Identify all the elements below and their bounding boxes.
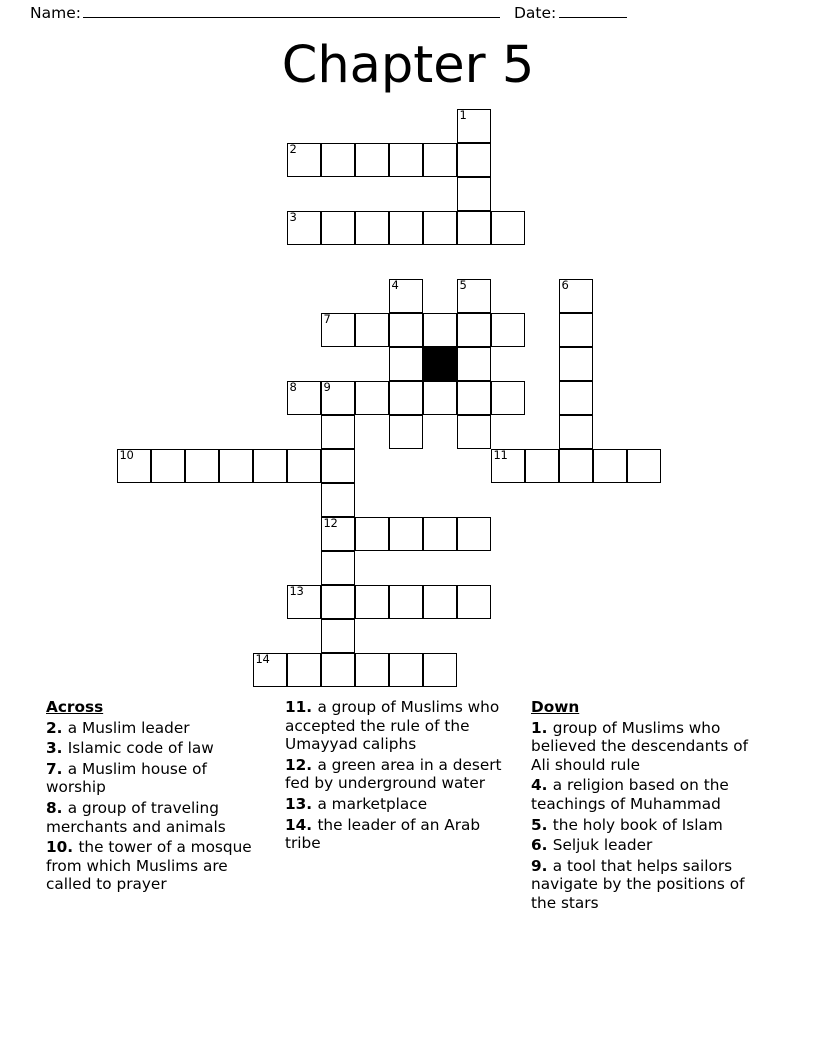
clue-item [285,756,520,793]
clue-item [531,857,759,913]
clue-item [285,698,520,754]
grid-cell[interactable] [355,143,389,177]
grid-cell[interactable] [457,211,491,245]
grid-cell[interactable] [457,517,491,551]
grid-cell[interactable] [457,415,491,449]
grid-cell[interactable] [389,347,423,381]
grid-cell[interactable] [491,449,525,483]
grid-cell[interactable] [287,143,321,177]
clue-number: 12. [285,755,318,774]
grid-cell[interactable] [457,177,491,211]
across-clue-list-1 [46,719,261,894]
down-clue-list [531,719,759,913]
grid-cell[interactable] [389,143,423,177]
grid-cell[interactable] [457,143,491,177]
grid-cell[interactable] [559,313,593,347]
grid-cell[interactable] [389,279,423,313]
cell-number: 6 [561,278,569,292]
cell-number: 1 [459,108,467,122]
grid-cell[interactable] [389,313,423,347]
grid-cell[interactable] [287,381,321,415]
cell-number: 14 [255,652,270,666]
grid-cell[interactable] [491,211,525,245]
grid-cell[interactable] [525,449,559,483]
cell-number: 2 [289,142,297,156]
grid-cell[interactable] [389,415,423,449]
cell-number: 7 [323,312,331,326]
across-clues-column-2 [285,698,520,855]
grid-cell[interactable] [559,347,593,381]
grid-cell[interactable] [321,381,355,415]
cell-number: 9 [323,380,331,394]
cell-number: 13 [289,584,304,598]
cell-number: 8 [289,380,297,394]
grid-cell[interactable] [423,211,457,245]
clue-number: 13. [285,794,318,813]
grid-cell[interactable] [491,381,525,415]
cell-number: 5 [459,278,467,292]
grid-cell[interactable] [321,449,355,483]
clue-number: 14. [285,815,318,834]
grid-cell[interactable] [355,313,389,347]
grid-cell[interactable] [253,449,287,483]
grid-cell[interactable] [185,449,219,483]
clue-text: Islamic code of law [67,739,214,758]
grid-cell[interactable] [389,653,423,687]
clue-text: a Muslim leader [67,718,190,737]
grid-cell[interactable] [457,585,491,619]
grid-cell[interactable] [559,381,593,415]
page-title: Chapter 5 [281,36,535,95]
grid-cell[interactable] [321,483,355,517]
clue-number: 2. [46,718,68,737]
clue-number: 1. [531,718,553,737]
grid-cell[interactable] [321,551,355,585]
cell-number: 11 [493,448,508,462]
grid-cell[interactable] [389,517,423,551]
clue-number: 7. [46,759,68,778]
name-label: Name: [30,4,81,22]
grid-cell[interactable] [355,653,389,687]
clue-item [46,760,261,797]
clues-section [0,698,816,998]
clue-text: a Muslim house of worship [46,759,207,797]
grid-cell[interactable] [457,279,491,313]
clue-text: the leader of an Arab tribe [285,815,481,853]
grid-cell[interactable] [287,211,321,245]
down-heading: Down [531,698,580,716]
clue-text: a green area in a desert fed by underground water [285,755,502,793]
clue-item [531,776,759,813]
clue-text: the tower of a mosque from which Muslims are called to prayer [46,838,252,894]
clue-text: a group of Muslims who accepted the rule of the Umayyad caliphs [285,698,500,754]
grid-cell[interactable] [321,585,355,619]
grid-cell[interactable] [287,585,321,619]
grid-cell[interactable] [593,449,627,483]
grid-cell[interactable] [151,449,185,483]
grid-cell[interactable] [389,585,423,619]
grid-cell[interactable] [559,279,593,313]
clue-text: a religion based on the teachings of Muhammad [531,776,729,813]
clue-number: 10. [46,838,79,857]
grid-cell[interactable] [491,313,525,347]
grid-cell[interactable] [423,517,457,551]
grid-cell[interactable] [355,517,389,551]
clue-item [46,739,261,758]
grid-cell[interactable] [457,381,491,415]
cell-number: 10 [119,448,134,462]
clue-number: 4. [531,776,553,795]
grid-cell[interactable] [627,449,661,483]
clue-number: 11. [285,698,318,716]
grid-cell[interactable] [389,381,423,415]
clue-item [46,838,261,894]
clue-text: a group of traveling merchants and animals [46,798,226,836]
down-clues-column [531,698,759,915]
date-label: Date: [513,4,557,22]
clue-text: a tool that helps sailors navigate by the positions of the stars [531,856,745,912]
across-heading: Across [46,698,104,716]
grid-cell[interactable] [423,585,457,619]
clue-number: 8. [46,798,68,817]
grid-cell[interactable] [321,143,355,177]
grid-cell[interactable] [321,313,355,347]
cell-number: 4 [391,278,399,292]
clue-item [285,816,520,853]
cell-number: 12 [323,516,338,530]
clue-number: 3. [46,739,68,758]
grid-cell[interactable] [423,381,457,415]
grid-cell[interactable] [355,211,389,245]
grid-cell[interactable] [355,381,389,415]
grid-cell[interactable] [321,211,355,245]
clue-number: 9. [531,856,553,875]
clue-item [531,719,759,775]
grid-cell[interactable] [423,143,457,177]
grid-cell[interactable] [321,415,355,449]
grid-cell[interactable] [287,653,321,687]
grid-cell[interactable] [253,653,287,687]
grid-cell[interactable] [423,313,457,347]
grid-cell[interactable] [321,653,355,687]
grid-cell[interactable] [117,449,151,483]
clue-item [531,836,759,855]
clue-item [46,719,261,738]
grid-block-cell [423,347,457,381]
grid-cell[interactable] [219,449,253,483]
grid-cell[interactable] [423,653,457,687]
clue-text: a marketplace [317,794,428,813]
grid-cell[interactable] [559,449,593,483]
across-clue-list-2 [285,698,520,853]
clue-number: 6. [531,836,553,855]
grid-cell[interactable] [287,449,321,483]
clue-item [531,816,759,835]
cell-number: 3 [289,210,297,224]
grid-cell[interactable] [457,109,491,143]
clue-number: 5. [531,815,553,834]
clue-item [285,795,520,814]
clue-text: the holy book of Islam [552,815,723,834]
clue-item [46,799,261,836]
grid-cell[interactable] [559,415,593,449]
clue-text: group of Muslims who believed the descendants of Ali should rule [531,718,748,774]
grid-cell[interactable] [457,313,491,347]
grid-cell[interactable] [457,347,491,381]
grid-cell[interactable] [389,211,423,245]
across-clues-column-1 [46,698,261,896]
grid-cell[interactable] [321,517,355,551]
grid-cell[interactable] [355,585,389,619]
grid-cell[interactable] [321,619,355,653]
clue-text: Seljuk leader [552,836,653,855]
